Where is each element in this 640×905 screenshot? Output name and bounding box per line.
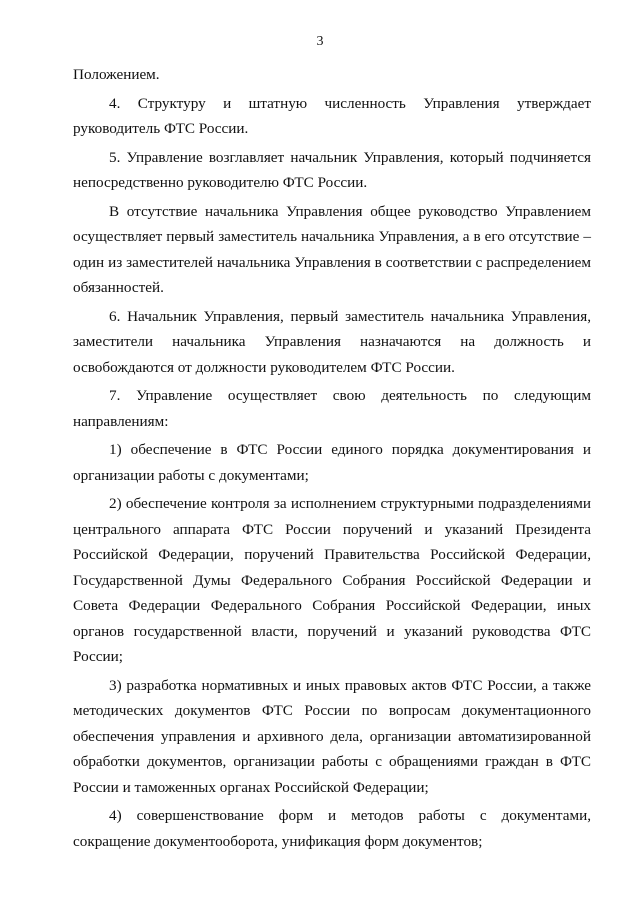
list-item-1: 1) обеспечение в ФТС России единого порядка документирования и организации работы с документами; [73,441,591,484]
paragraph-continuation: Положением. [73,66,160,83]
list-item-2: 2) обеспечение контроля за исполнением структурными подразделениями центрального аппарата ФТС России поручений и указаний Президента Российской Федерации, поручений Правительства Российской Федерации, Государственной Думы Федерального Собрания Российской Федерации и Совета Федерации Федерального Собрания Российской Федерации, иных органов государственной власти, поручений и указаний руководства ФТС России; [73,495,591,665]
paragraph-item-5: 5. Управление возглавляет начальник Управления, который подчиняется непосредственно руководителю ФТС России. [73,148,591,191]
paragraph-absence-rule: В отсутствие начальника Управления общее руководство Управлением осуществляет первый заместитель начальника Управления, а в его отсутствие – один из заместителей начальника Управления в соответствии с распределением обязанностей. [73,202,591,296]
paragraph-item-6: 6. Начальник Управления, первый заместитель начальника Управления, заместители начальника Управления назначаются на должность и освобождаются от должности руководителем ФТС России. [73,307,591,376]
page-number: 3 [316,34,324,49]
document-body [73,62,591,854]
list-item-4: 4) совершенствование форм и методов работы с документами, сокращение документооборота, унификация форм документов; [73,807,591,850]
list-item-3: 3) разработка нормативных и иных правовых актов ФТС России, а также методических документов ФТС России по вопросам документационного обеспечения управления и архивного дела, организации автоматизированной обработки документов, организации работы с обращениями граждан в ФТС России и таможенных органах Российской Федерации; [73,676,591,796]
paragraph-item-4: 4. Структуру и штатную численность Управления утверждает руководитель ФТС России. [73,94,591,137]
paragraph-item-7: 7. Управление осуществляет свою деятельность по следующим направлениям: [73,387,591,430]
